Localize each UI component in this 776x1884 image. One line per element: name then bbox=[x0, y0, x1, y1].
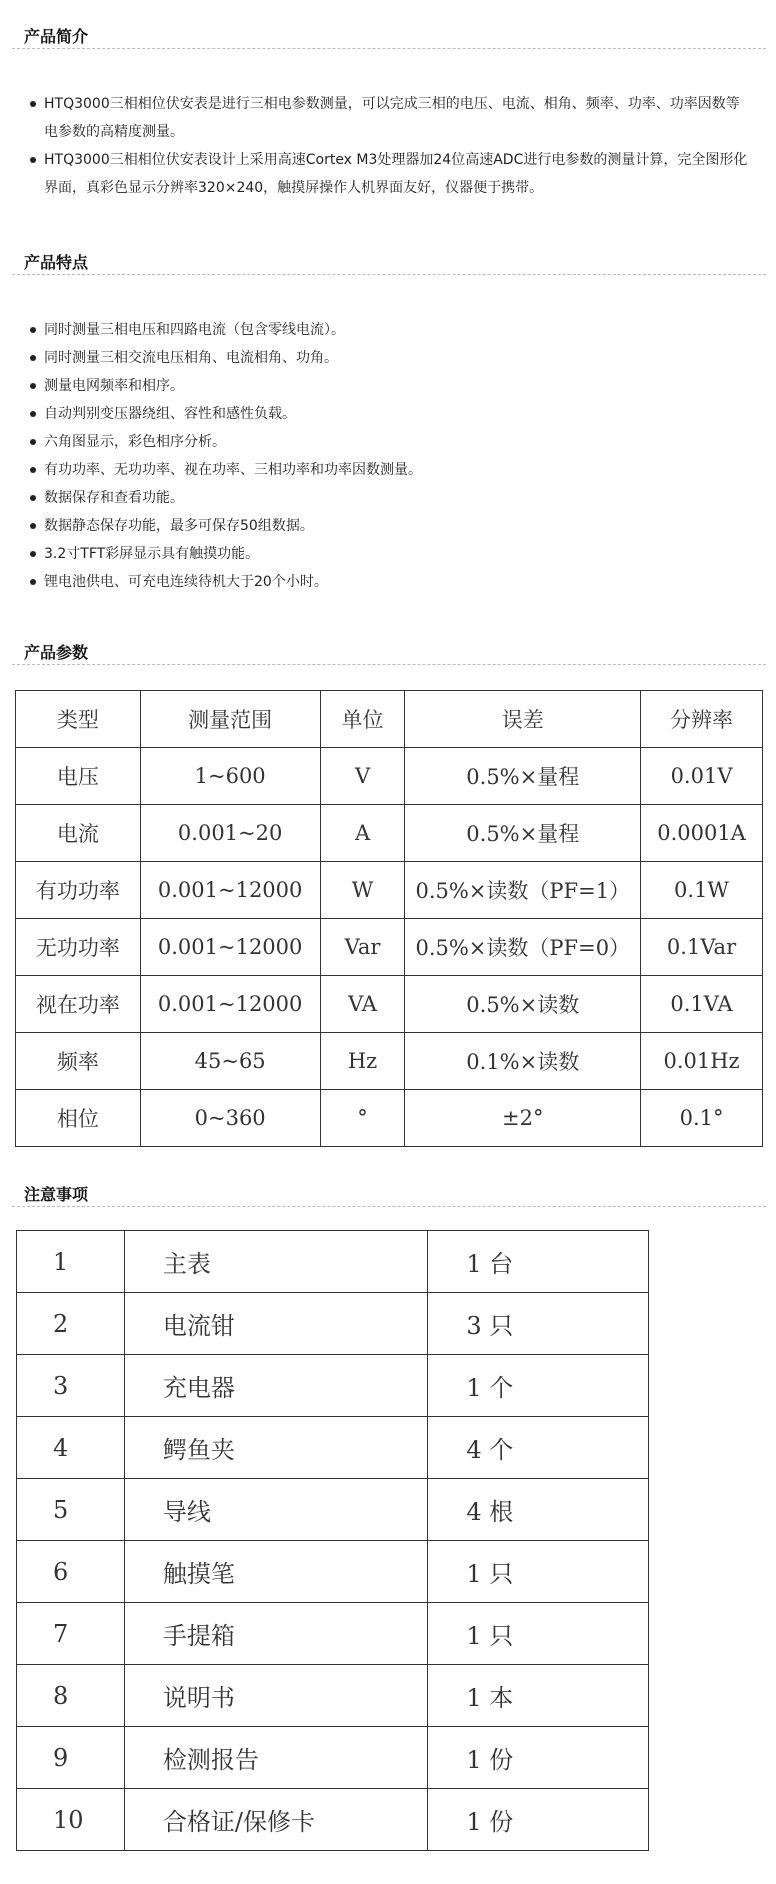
section-title-intro: 产品简介 bbox=[24, 27, 89, 46]
item-number: 8 bbox=[17, 1665, 125, 1727]
params-row bbox=[16, 862, 763, 919]
items-row bbox=[17, 1293, 649, 1355]
intro-item: HTQ3000三相相位伏安表设计上采用高速Cortex M3处理器加24位高速ADC进行电参数的测量计算，完全图形化界面，真彩色显示分辨率320×240，触摸屏操作人机界面友好，仪器便于携带。 bbox=[0, 146, 760, 202]
params-cell-range: 0.001~12000 bbox=[140, 976, 320, 1033]
params-header-cell: 测量范围 bbox=[140, 691, 320, 748]
params-cell-range: 0.001~20 bbox=[140, 805, 320, 862]
feature-item: 同时测量三相交流电压相角、电流相角、功角。 bbox=[0, 344, 760, 372]
params-cell-type: 电压 bbox=[16, 748, 141, 805]
feature-item: 六角图显示，彩色相序分析。 bbox=[0, 428, 760, 456]
params-cell-type: 相位 bbox=[16, 1090, 141, 1147]
params-cell-error: 0.1%×读数 bbox=[405, 1033, 641, 1090]
item-name: 鳄鱼夹 bbox=[124, 1417, 427, 1479]
params-cell-range: 0~360 bbox=[140, 1090, 320, 1147]
params-cell-type: 视在功率 bbox=[16, 976, 141, 1033]
intro-list bbox=[0, 90, 760, 202]
feature-item: 数据静态保存功能，最多可保存50组数据。 bbox=[0, 512, 760, 540]
section-title-features: 产品特点 bbox=[24, 253, 89, 272]
section-header-features bbox=[12, 248, 766, 275]
params-cell-resolution: 0.01Hz bbox=[641, 1033, 763, 1090]
section-title-params: 产品参数 bbox=[24, 643, 89, 662]
params-row bbox=[16, 1033, 763, 1090]
item-number: 7 bbox=[17, 1603, 125, 1665]
feature-item: 同时测量三相电压和四路电流（包含零线电流）。 bbox=[0, 316, 760, 344]
params-row bbox=[16, 919, 763, 976]
params-cell-error: 0.5%×读数（PF=0） bbox=[405, 919, 641, 976]
item-number: 4 bbox=[17, 1417, 125, 1479]
params-table bbox=[15, 690, 763, 1147]
feature-item: 测量电网频率和相序。 bbox=[0, 372, 760, 400]
items-row bbox=[17, 1727, 649, 1789]
params-cell-unit: ° bbox=[320, 1090, 405, 1147]
item-number: 5 bbox=[17, 1479, 125, 1541]
item-quantity: 1 本 bbox=[428, 1665, 649, 1727]
item-number: 3 bbox=[17, 1355, 125, 1417]
item-name: 电流钳 bbox=[124, 1293, 427, 1355]
params-row bbox=[16, 805, 763, 862]
params-cell-error: 0.5%×量程 bbox=[405, 805, 641, 862]
params-cell-range: 1~600 bbox=[140, 748, 320, 805]
item-number: 6 bbox=[17, 1541, 125, 1603]
item-quantity: 1 份 bbox=[428, 1727, 649, 1789]
params-row bbox=[16, 976, 763, 1033]
items-row bbox=[17, 1603, 649, 1665]
items-row bbox=[17, 1479, 649, 1541]
params-cell-type: 有功功率 bbox=[16, 862, 141, 919]
item-name: 检测报告 bbox=[124, 1727, 427, 1789]
params-header-cell: 分辨率 bbox=[641, 691, 763, 748]
items-row bbox=[17, 1541, 649, 1603]
params-cell-unit: VA bbox=[320, 976, 405, 1033]
item-number: 1 bbox=[17, 1231, 125, 1293]
feature-item: 锂电池供电、可充电连续待机大于20个小时。 bbox=[0, 568, 760, 596]
section-header-params bbox=[12, 638, 766, 665]
feature-item: 3.2寸TFT彩屏显示具有触摸功能。 bbox=[0, 540, 760, 568]
item-name: 手提箱 bbox=[124, 1603, 427, 1665]
feature-item: 自动判别变压器绕组、容性和感性负载。 bbox=[0, 400, 760, 428]
item-quantity: 1 个 bbox=[428, 1355, 649, 1417]
items-table bbox=[16, 1230, 649, 1851]
features-list bbox=[0, 316, 760, 596]
params-cell-range: 45~65 bbox=[140, 1033, 320, 1090]
item-number: 2 bbox=[17, 1293, 125, 1355]
params-cell-unit: Var bbox=[320, 919, 405, 976]
params-header-row bbox=[16, 691, 763, 748]
item-name: 触摸笔 bbox=[124, 1541, 427, 1603]
section-title-notes: 注意事项 bbox=[24, 1185, 89, 1204]
items-row bbox=[17, 1417, 649, 1479]
item-name: 导线 bbox=[124, 1479, 427, 1541]
params-row bbox=[16, 748, 763, 805]
params-cell-resolution: 0.1° bbox=[641, 1090, 763, 1147]
feature-item: 有功功率、无功功率、视在功率、三相功率和功率因数测量。 bbox=[0, 456, 760, 484]
item-number: 9 bbox=[17, 1727, 125, 1789]
params-cell-type: 频率 bbox=[16, 1033, 141, 1090]
params-cell-error: ±2° bbox=[405, 1090, 641, 1147]
item-name: 合格证/保修卡 bbox=[124, 1789, 427, 1851]
params-cell-unit: W bbox=[320, 862, 405, 919]
item-quantity: 4 根 bbox=[428, 1479, 649, 1541]
params-cell-type: 电流 bbox=[16, 805, 141, 862]
feature-item: 数据保存和查看功能。 bbox=[0, 484, 760, 512]
item-name: 充电器 bbox=[124, 1355, 427, 1417]
section-header-notes bbox=[12, 1180, 766, 1207]
params-cell-resolution: 0.1Var bbox=[641, 919, 763, 976]
item-quantity: 4 个 bbox=[428, 1417, 649, 1479]
params-header-cell: 单位 bbox=[320, 691, 405, 748]
params-cell-resolution: 0.01V bbox=[641, 748, 763, 805]
item-quantity: 1 台 bbox=[428, 1231, 649, 1293]
params-cell-range: 0.001~12000 bbox=[140, 919, 320, 976]
params-cell-range: 0.001~12000 bbox=[140, 862, 320, 919]
params-row bbox=[16, 1090, 763, 1147]
items-row bbox=[17, 1355, 649, 1417]
section-header-intro bbox=[12, 22, 766, 49]
params-cell-unit: A bbox=[320, 805, 405, 862]
intro-item: HTQ3000三相相位伏安表是进行三相电参数测量，可以完成三相的电压、电流、相角、频率、功率、功率因数等电参数的高精度测量。 bbox=[0, 90, 760, 146]
item-quantity: 1 份 bbox=[428, 1789, 649, 1851]
params-cell-resolution: 0.1W bbox=[641, 862, 763, 919]
params-header-cell: 误差 bbox=[405, 691, 641, 748]
params-cell-type: 无功功率 bbox=[16, 919, 141, 976]
params-cell-resolution: 0.1VA bbox=[641, 976, 763, 1033]
params-cell-resolution: 0.0001A bbox=[641, 805, 763, 862]
items-row bbox=[17, 1665, 649, 1727]
item-quantity: 1 只 bbox=[428, 1541, 649, 1603]
item-quantity: 1 只 bbox=[428, 1603, 649, 1665]
item-name: 主表 bbox=[124, 1231, 427, 1293]
item-number: 10 bbox=[17, 1789, 125, 1851]
params-cell-unit: V bbox=[320, 748, 405, 805]
params-cell-unit: Hz bbox=[320, 1033, 405, 1090]
params-cell-error: 0.5%×读数 bbox=[405, 976, 641, 1033]
items-row bbox=[17, 1789, 649, 1851]
params-cell-error: 0.5%×量程 bbox=[405, 748, 641, 805]
items-row bbox=[17, 1231, 649, 1293]
params-cell-error: 0.5%×读数（PF=1） bbox=[405, 862, 641, 919]
params-header-cell: 类型 bbox=[16, 691, 141, 748]
item-name: 说明书 bbox=[124, 1665, 427, 1727]
item-quantity: 3 只 bbox=[428, 1293, 649, 1355]
